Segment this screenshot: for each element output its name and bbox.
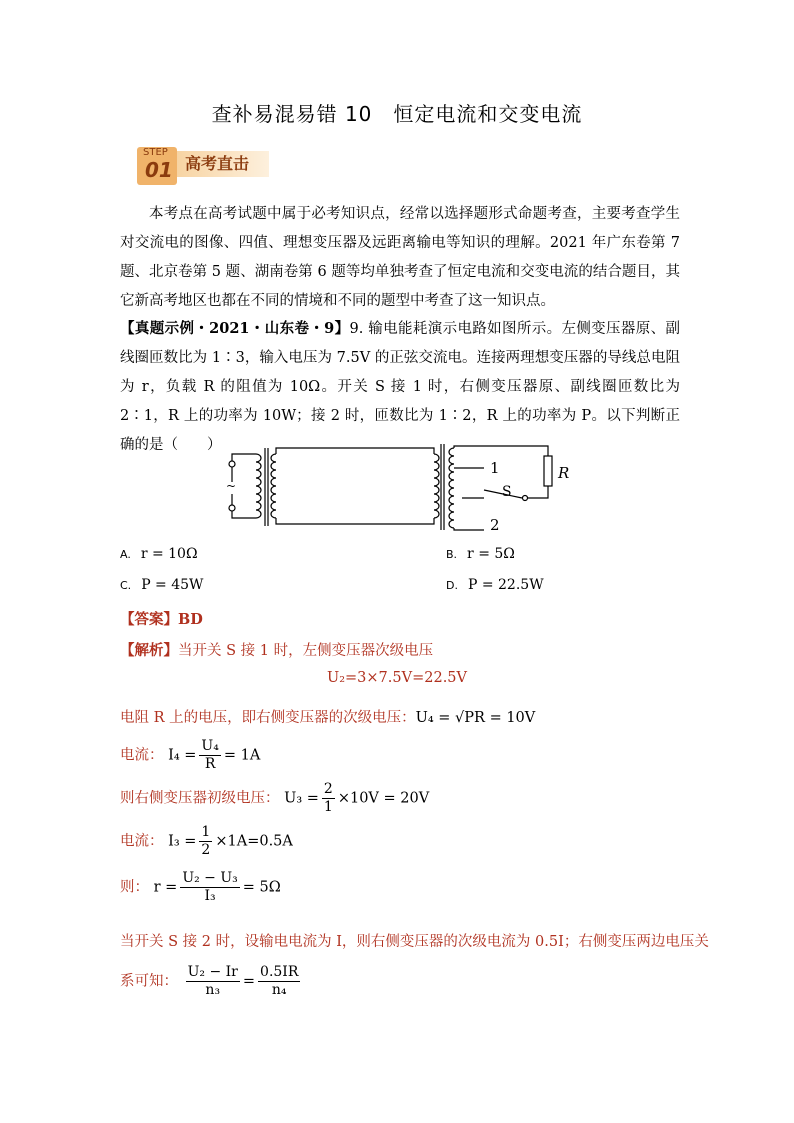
analysis-line-6 [120, 870, 281, 905]
analysis-text: 电流： [120, 747, 164, 764]
denominator: R [204, 756, 216, 772]
fraction [258, 964, 300, 999]
denominator: n₃ [205, 982, 221, 998]
page-title: 查补易混易错 10 恒定电流和交变电流 [211, 102, 583, 126]
fraction [180, 870, 239, 905]
option-letter: C. [120, 579, 132, 592]
equation-lhs: I₃ = [168, 833, 197, 850]
analysis-line-1 [120, 639, 433, 660]
equation-rhs: ×1A=0.5A [215, 833, 293, 850]
terminal-1: 1 [490, 459, 500, 477]
equals-sign: = [242, 973, 256, 990]
numerator: 0.5IR [260, 964, 299, 980]
analysis-line-8 [120, 964, 303, 999]
equation-rhs: ×10V = 20V [337, 790, 430, 807]
analysis-text: 系可知： [120, 973, 178, 990]
analysis-line-3 [120, 738, 260, 773]
fraction [199, 738, 220, 773]
denominator: 1 [323, 799, 333, 815]
analysis-line-7: 当开关 S 接 2 时，设输电电流为 I，则右侧变压器的次级电流为 0.5I；右侧变压两边电压关 [120, 934, 709, 950]
option-letter: D. [446, 579, 458, 592]
equation-rhs: = 1A [223, 747, 261, 764]
equation-lhs: U₃ = [284, 790, 319, 807]
option-b[interactable] [446, 546, 515, 562]
analysis-text: 当开关 S 接 1 时，左侧变压器次级电压 [178, 643, 434, 659]
step-title: 高考直击 [185, 154, 250, 173]
option-text: r = 5Ω [467, 546, 515, 562]
numerator: 2 [323, 781, 333, 797]
analysis-text: 则右侧变压器初级电压： [120, 790, 280, 807]
numerator: U₄ [201, 738, 219, 754]
option-a[interactable] [120, 546, 198, 562]
option-letter: B. [446, 548, 458, 561]
answer-value: BD [178, 611, 203, 628]
numerator: U₂ − U₃ [182, 870, 238, 886]
option-text: P = 45W [141, 577, 204, 593]
option-d[interactable] [446, 577, 544, 593]
question-text: 9. 输电能耗演示电路如图所示。左侧变压器原、副线圈匝数比为 1∶3，输入电压为 7.5V 的正弦交流电。连接两理想变压器的导线总电阻为 r，负载 R 的阻值为 10Ω。开关 S 接 1 时，右侧变压器原、副线圈匝数比为 2∶1，R 上的功率为 10W；接 2 时，匝数比为 1∶2，R 上的功率为 P。以下判断正确的是（ ） [120, 321, 680, 453]
analysis-label: 【解析】 [120, 642, 178, 659]
numerator: 1 [201, 824, 211, 840]
analysis-text: 则： [120, 879, 149, 896]
resistor-label: R [558, 464, 570, 482]
denominator: n₄ [271, 982, 287, 998]
ac-symbol: ~ [226, 479, 237, 493]
step-label: STEP [143, 147, 168, 158]
equation-2: U₄ = √PR = 10V [415, 710, 536, 726]
question [120, 314, 680, 460]
fraction [322, 781, 335, 816]
denominator: I₃ [204, 888, 216, 904]
numerator: U₂ − Ir [187, 964, 238, 980]
step-badge [133, 145, 273, 189]
fraction [199, 824, 212, 859]
answer-label: 【答案】 [120, 611, 178, 628]
circuit-diagram [222, 442, 582, 532]
analysis-line-5 [120, 824, 293, 859]
option-text: r = 10Ω [140, 546, 198, 562]
analysis-text: 电阻 R 上的电压，即右侧变压器的次级电压： [120, 710, 416, 726]
fraction [186, 964, 240, 999]
equation-lhs: r = [153, 879, 178, 896]
option-c[interactable] [120, 577, 203, 593]
equation-1: U₂=3×7.5V=22.5V [327, 670, 467, 686]
denominator: 2 [201, 842, 211, 858]
question-source: 【真题示例・2021・山东卷・9】 [120, 320, 350, 337]
equation-rhs: = 5Ω [242, 879, 281, 896]
option-text: P = 22.5W [467, 577, 544, 593]
answer [120, 608, 203, 629]
option-letter: A. [120, 548, 131, 561]
switch-label: S [502, 484, 512, 500]
step-number: 01 [145, 158, 173, 182]
analysis-line-4 [120, 781, 429, 816]
terminal-2: 2 [490, 516, 500, 532]
analysis-line-2 [120, 706, 535, 727]
analysis-text: 电流： [120, 833, 164, 850]
equation-lhs: I₄ = [168, 747, 197, 764]
intro-paragraph: 本考点在高考试题中属于必考知识点，经常以选择题形式命题考查，主要考查学生对交流电的图像、四值、理想变压器及远距离输电等知识的理解。2021 年广东卷第 7 题、北京卷第 5 题、湖南卷第 6 题等均单独考查了恒定电流和交变电流的结合题目，其它新高考地区也都在不同的情境和不同的题型中考查了这一知识点。 [120, 206, 680, 309]
